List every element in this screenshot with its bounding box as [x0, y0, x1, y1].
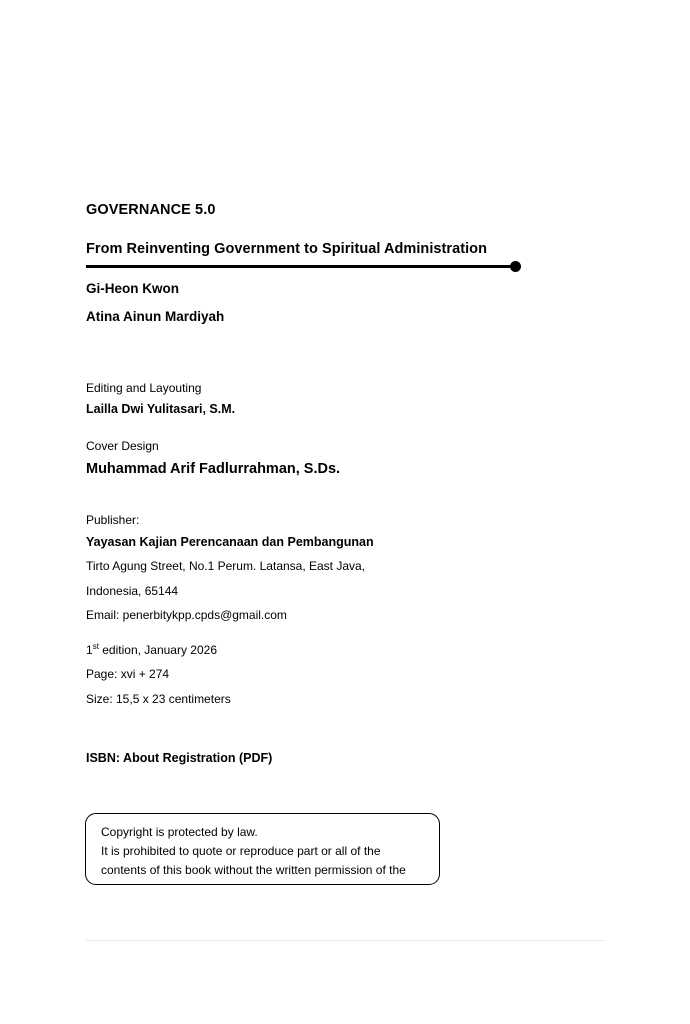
publisher-address-line-1: Tirto Agung Street, No.1 Perum. Latansa, East Java, [86, 559, 366, 574]
credit-editing [86, 381, 340, 417]
credit-person-name: Lailla Dwi Yulitasari, S.M. [86, 402, 236, 417]
credit-role-label: Editing and Layouting [86, 381, 202, 395]
credits-block [86, 381, 340, 478]
author-list [86, 282, 224, 337]
copyright-notice-box [85, 813, 440, 885]
title-divider [86, 261, 516, 272]
credit-person-name: Muhammad Arif Fadlurrahman, S.Ds. [86, 460, 341, 477]
copyright-notice-text [101, 823, 440, 880]
divider-dot-icon [510, 261, 521, 272]
edition-details [86, 643, 231, 706]
isbn-line: ISBN: About Registration (PDF) [86, 751, 273, 765]
credit-role-label: Cover Design [86, 439, 159, 454]
book-subtitle: From Reinventing Government to Spiritual Administration [86, 241, 487, 258]
edition-number: 1 [86, 643, 93, 657]
copyright-line: It is prohibited to quote or reproduce part or all of the [101, 844, 381, 858]
publisher-address-line-2: Indonesia, 65144 [86, 583, 179, 598]
title-block [86, 202, 606, 259]
edition-ordinal-suffix: st [92, 642, 99, 651]
publisher-block [86, 513, 374, 623]
book-size-line: Size: 15,5 x 23 centimeters [86, 691, 231, 706]
copyright-line: Copyright is protected by law. [101, 825, 258, 839]
publisher-email: Email: penerbitykpp.cpds@gmail.com [86, 608, 287, 623]
publisher-name: Yayasan Kajian Perencanaan dan Pembangunan [86, 535, 374, 550]
edition-line [86, 643, 231, 657]
edition-text: edition, January 2026 [98, 643, 218, 657]
divider-line [86, 265, 516, 268]
copyright-line: contents of this book without the written permission of the [101, 863, 406, 877]
page-title: GOVERNANCE 5.0 [86, 202, 216, 218]
credit-cover-design [86, 439, 340, 478]
publisher-label: Publisher: [86, 513, 140, 527]
author-name: Gi-Heon Kwon [86, 281, 179, 296]
footer-divider [86, 940, 604, 941]
page-count-line: Page: xvi + 274 [86, 667, 170, 682]
author-name: Atina Ainun Mardiyah [86, 308, 225, 324]
